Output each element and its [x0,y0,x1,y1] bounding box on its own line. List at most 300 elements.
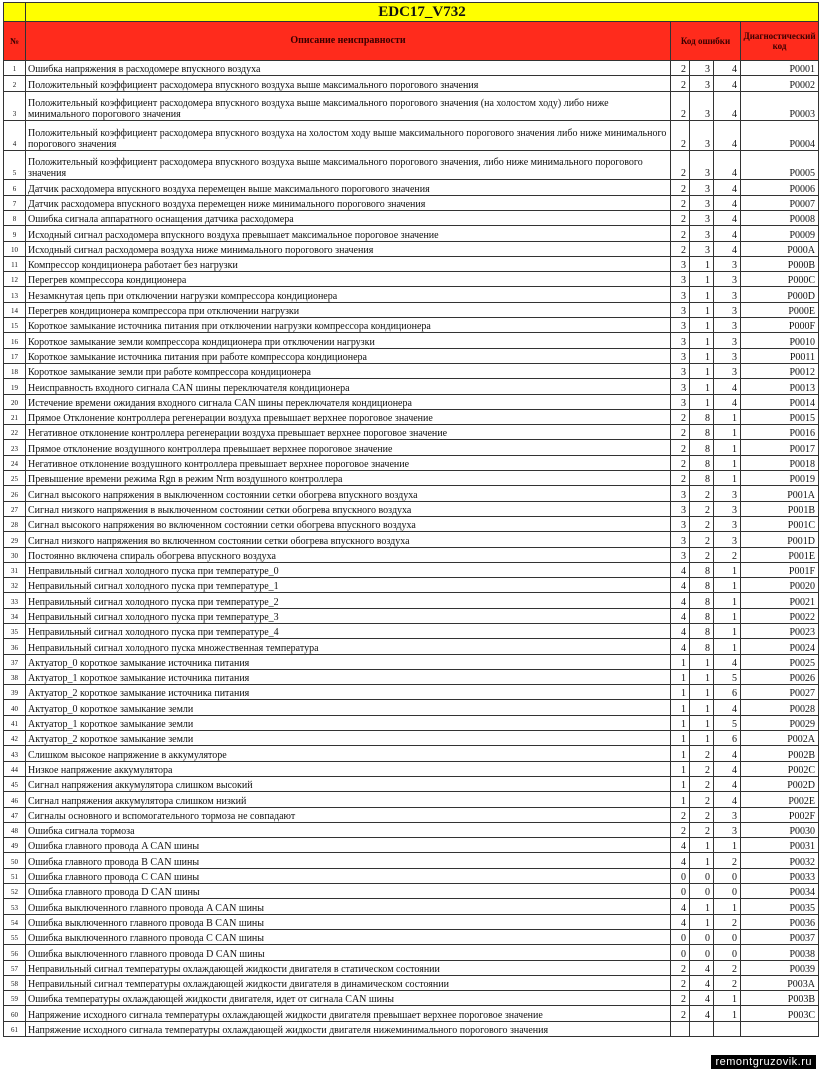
code-part-2: 1 [690,348,714,363]
row-number: 47 [4,807,26,822]
fault-description: Ошибка главного провода A CAN шины [26,838,671,853]
table-row [4,425,819,440]
code-part-3: 3 [714,302,741,317]
table-row [4,486,819,501]
table-row [4,593,819,608]
row-number: 18 [4,363,26,378]
diagnostic-code: P0027 [741,685,819,700]
table-row [4,776,819,791]
fault-description: Сигнал низкого напряжения во включенном состоянии сетки обогрева впускного воздуха [26,532,671,547]
row-number: 46 [4,792,26,807]
code-part-1: 1 [671,746,690,761]
diagnostic-code: P0028 [741,700,819,715]
diagnostic-code: P0022 [741,608,819,623]
table-row [4,180,819,195]
diagnostic-code: P0016 [741,425,819,440]
diagnostic-code: P000C [741,272,819,287]
diagnostic-code: P0039 [741,960,819,975]
fault-description: Ошибка напряжения в расходомере впускного воздуха [26,61,671,76]
fault-description: Негативное отклонение воздушного контроллера превышает верхнее пороговое значение [26,455,671,470]
code-part-1: 4 [671,639,690,654]
code-part-2: 2 [690,486,714,501]
table-row [4,669,819,684]
diagnostic-code: P003A [741,975,819,990]
diagnostic-code: P0010 [741,333,819,348]
code-part-2: 1 [690,654,714,669]
row-number: 52 [4,884,26,899]
code-part-1: 2 [671,76,690,91]
table-row [4,501,819,516]
code-part-2: 8 [690,409,714,424]
row-number: 27 [4,501,26,516]
fault-description: Ошибка главного провода B CAN шины [26,853,671,868]
fault-description: Положительный коэффициент расходомера впускного воздуха на холостом ходу выше максимального порогового значения либо ниже минимального порогового значения [26,121,671,151]
diagnostic-code: P0031 [741,838,819,853]
row-number: 28 [4,516,26,531]
fault-description: Истечение времени ожидания входного сигнала CAN шины переключателя кондиционера [26,394,671,409]
code-part-2: 8 [690,425,714,440]
fault-description: Перегрев компрессора кондиционера [26,272,671,287]
code-part-1: 1 [671,700,690,715]
code-part-1: 3 [671,272,690,287]
code-part-1: 3 [671,547,690,562]
row-number: 54 [4,914,26,929]
row-number: 61 [4,1021,26,1036]
code-part-2: 0 [690,884,714,899]
code-part-3: 3 [714,333,741,348]
row-number: 39 [4,685,26,700]
code-part-2: 8 [690,471,714,486]
code-part-3: 2 [714,960,741,975]
code-part-3: 2 [714,914,741,929]
code-part-2: 2 [690,776,714,791]
diagnostic-code: P0035 [741,899,819,914]
fault-description: Неправильный сигнал температуры охлаждающей жидкости двигателя в динамическом состоянии [26,975,671,990]
code-part-1: 2 [671,455,690,470]
code-part-1: 3 [671,302,690,317]
code-part-2: 1 [690,379,714,394]
table-row [4,838,819,853]
code-part-3: 3 [714,516,741,531]
code-part-2: 4 [690,991,714,1006]
diagnostic-code: P0032 [741,853,819,868]
row-number: 17 [4,348,26,363]
table-row [4,945,819,960]
diagnostic-code: P0003 [741,91,819,121]
diagnostic-code: P0024 [741,639,819,654]
code-part-2: 2 [690,516,714,531]
table-row [4,761,819,776]
code-part-3: 1 [714,562,741,577]
fault-code-table [3,2,819,1037]
fault-code-sheet [3,2,818,1037]
row-number: 5 [4,150,26,180]
code-part-2: 3 [690,241,714,256]
table-row [4,1021,819,1036]
code-part-3: 4 [714,746,741,761]
table-row [4,868,819,883]
code-part-1: 1 [671,776,690,791]
code-part-3: 1 [714,623,741,638]
fault-description: Положительный коэффициент расходомера впускного воздуха выше максимального порогового значения (на холостом ходу) либо ниже минимального порогового значения [26,91,671,121]
row-number: 15 [4,318,26,333]
table-row [4,731,819,746]
code-part-2: 1 [690,318,714,333]
row-number: 41 [4,715,26,730]
code-part-3: 4 [714,180,741,195]
table-row [4,623,819,638]
code-part-2: 3 [690,180,714,195]
fault-description: Актуатор_2 короткое замыкание земли [26,731,671,746]
code-part-2: 4 [690,975,714,990]
code-part-2: 2 [690,532,714,547]
code-part-1 [671,1021,690,1036]
table-row [4,654,819,669]
diagnostic-code: P0013 [741,379,819,394]
table-row [4,121,819,151]
table-row [4,807,819,822]
diagnostic-code: P001E [741,547,819,562]
row-number: 59 [4,991,26,1006]
diagnostic-code: P002E [741,792,819,807]
table-row [4,516,819,531]
code-part-3: 0 [714,884,741,899]
table-row [4,608,819,623]
table-row [4,929,819,944]
table-row [4,975,819,990]
diagnostic-code: P000F [741,318,819,333]
code-part-1: 4 [671,914,690,929]
code-part-3: 4 [714,700,741,715]
code-part-1: 3 [671,318,690,333]
code-part-1: 2 [671,975,690,990]
code-part-3: 1 [714,838,741,853]
code-part-3: 1 [714,991,741,1006]
code-part-2: 1 [690,363,714,378]
code-part-2: 8 [690,593,714,608]
row-number: 48 [4,822,26,837]
code-part-3: 0 [714,868,741,883]
code-part-1: 4 [671,899,690,914]
code-part-3: 4 [714,210,741,225]
watermark: remontgruzovik.ru [711,1055,816,1069]
fault-description: Актуатор_0 короткое замыкание источника питания [26,654,671,669]
code-part-1: 2 [671,121,690,151]
fault-description: Положительный коэффициент расходомера впускного воздуха выше максимального порогового значения, либо ниже минимального порогового значения [26,150,671,180]
fault-description: Ошибка сигнала аппаратного оснащения датчика расходомера [26,210,671,225]
code-part-2: 1 [690,715,714,730]
code-part-2: 8 [690,455,714,470]
code-part-2: 1 [690,272,714,287]
fault-description: Сигнал высокого напряжения во включенном состоянии сетки обогрева впускного воздуха [26,516,671,531]
table-row [4,272,819,287]
fault-description: Датчик расходомера впускного воздуха перемещен выше максимального порогового значения [26,180,671,195]
row-number: 45 [4,776,26,791]
code-part-1: 1 [671,685,690,700]
diagnostic-code: P002D [741,776,819,791]
fault-description: Сигнал напряжения аккумулятора слишком высокий [26,776,671,791]
code-part-3: 1 [714,471,741,486]
code-part-1: 0 [671,884,690,899]
diagnostic-code: P0021 [741,593,819,608]
code-part-2: 1 [690,287,714,302]
code-part-2 [690,1021,714,1036]
fault-description: Низкое напряжение аккумулятора [26,761,671,776]
code-part-1: 4 [671,593,690,608]
code-part-1: 2 [671,61,690,76]
code-part-2: 3 [690,210,714,225]
fault-description: Превышение времени режима Rgn в режим Nrm воздушного контроллера [26,471,671,486]
row-number: 57 [4,960,26,975]
diagnostic-code: P0002 [741,76,819,91]
fault-description: Ошибка главного провода C CAN шины [26,868,671,883]
code-part-1: 1 [671,669,690,684]
fault-description: Постоянно включена спираль обогрева впускного воздуха [26,547,671,562]
code-part-2: 1 [690,899,714,914]
diagnostic-code: P0030 [741,822,819,837]
table-row [4,547,819,562]
code-part-1: 1 [671,654,690,669]
table-row [4,532,819,547]
code-part-1: 2 [671,991,690,1006]
code-part-1: 3 [671,486,690,501]
code-part-3: 1 [714,578,741,593]
row-number: 40 [4,700,26,715]
row-number: 9 [4,226,26,241]
code-part-1: 3 [671,348,690,363]
row-number: 12 [4,272,26,287]
code-part-1: 4 [671,853,690,868]
table-row [4,639,819,654]
code-part-3: 1 [714,455,741,470]
code-part-2: 3 [690,76,714,91]
row-number: 2 [4,76,26,91]
table-row [4,256,819,271]
code-part-3: 1 [714,425,741,440]
fault-description: Незамкнутая цепь при отключении нагрузки компрессора кондиционера [26,287,671,302]
table-row [4,150,819,180]
row-number: 55 [4,929,26,944]
diagnostic-code: P000D [741,287,819,302]
code-part-2: 1 [690,394,714,409]
diagnostic-code: P002A [741,731,819,746]
row-number: 31 [4,562,26,577]
row-number: 14 [4,302,26,317]
header-num: № [4,22,26,61]
diagnostic-code: P002F [741,807,819,822]
table-row [4,792,819,807]
row-number: 26 [4,486,26,501]
code-part-3: 3 [714,348,741,363]
diagnostic-code: P001A [741,486,819,501]
code-part-1: 2 [671,241,690,256]
code-part-2: 2 [690,501,714,516]
fault-description: Прямое Отклонение контроллера регенерации воздуха превышает верхнее пороговое значение [26,409,671,424]
code-part-3: 0 [714,929,741,944]
table-row [4,685,819,700]
table-row [4,195,819,210]
code-part-2: 3 [690,226,714,241]
code-part-1: 1 [671,715,690,730]
code-part-2: 0 [690,945,714,960]
code-part-1: 2 [671,440,690,455]
diagnostic-code: P0012 [741,363,819,378]
row-number: 33 [4,593,26,608]
diagnostic-code: P0033 [741,868,819,883]
table-row [4,318,819,333]
diagnostic-code: P0023 [741,623,819,638]
table-row [4,884,819,899]
code-part-1: 2 [671,91,690,121]
diagnostic-code: P0020 [741,578,819,593]
row-number: 8 [4,210,26,225]
table-row [4,578,819,593]
fault-description: Неисправность входного сигнала CAN шины переключателя кондиционера [26,379,671,394]
diagnostic-code: P003C [741,1006,819,1021]
diagnostic-code: P001D [741,532,819,547]
code-part-1: 4 [671,838,690,853]
code-part-2: 3 [690,91,714,121]
table-row [4,562,819,577]
row-number: 11 [4,256,26,271]
code-part-1: 2 [671,807,690,822]
fault-description: Ошибка главного провода D CAN шины [26,884,671,899]
code-part-1: 4 [671,562,690,577]
table-row [4,241,819,256]
sheet-title: EDC17_V732 [26,3,819,22]
code-part-3: 3 [714,532,741,547]
row-number: 7 [4,195,26,210]
code-part-3: 1 [714,409,741,424]
diagnostic-code: P0004 [741,121,819,151]
code-part-3: 4 [714,121,741,151]
row-number: 1 [4,61,26,76]
diagnostic-code: P000B [741,256,819,271]
code-part-1: 3 [671,501,690,516]
code-part-3: 4 [714,394,741,409]
code-part-1: 1 [671,761,690,776]
code-part-3: 4 [714,91,741,121]
code-part-1: 2 [671,180,690,195]
code-part-3: 1 [714,593,741,608]
table-row [4,210,819,225]
fault-description: Ошибка температуры охлаждающей жидкости двигателя, идет от сигнала CAN шины [26,991,671,1006]
row-number: 37 [4,654,26,669]
table-row [4,226,819,241]
code-part-3: 4 [714,61,741,76]
code-part-2: 1 [690,700,714,715]
fault-description: Сигнал высокого напряжения в выключенном состоянии сетки обогрева впускного воздуха [26,486,671,501]
code-part-2: 8 [690,608,714,623]
code-part-2: 3 [690,195,714,210]
diagnostic-code: P0009 [741,226,819,241]
row-number: 43 [4,746,26,761]
code-part-3: 5 [714,669,741,684]
code-part-3: 1 [714,608,741,623]
table-row [4,700,819,715]
fault-description: Ошибка выключенного главного провода D CAN шины [26,945,671,960]
row-number: 13 [4,287,26,302]
diagnostic-code: P0018 [741,455,819,470]
code-part-3: 4 [714,761,741,776]
table-row [4,363,819,378]
code-part-1: 2 [671,210,690,225]
code-part-3: 4 [714,654,741,669]
table-row [4,409,819,424]
code-part-3 [714,1021,741,1036]
header-diag-code: Диагностический код [741,22,819,61]
diagnostic-code: P0015 [741,409,819,424]
row-number: 29 [4,532,26,547]
diagnostic-code: P002B [741,746,819,761]
code-part-3: 3 [714,256,741,271]
code-part-2: 1 [690,302,714,317]
fault-description: Неправильный сигнал холодного пуска при температуре_2 [26,593,671,608]
code-part-2: 2 [690,792,714,807]
row-number: 32 [4,578,26,593]
code-part-2: 1 [690,914,714,929]
code-part-2: 2 [690,807,714,822]
fault-description: Напряжение исходного сигнала температуры охлаждающей жидкости двигателя нижеминимального порогового значения [26,1021,671,1036]
fault-description: Напряжение исходного сигнала температуры охлаждающей жидкости двигателя превышает верхнее пороговое значение [26,1006,671,1021]
code-part-1: 4 [671,608,690,623]
code-part-3: 1 [714,440,741,455]
fault-description: Прямое отклонение воздушного контроллера превышает верхнее пороговое значение [26,440,671,455]
code-part-2: 2 [690,746,714,761]
row-number: 25 [4,471,26,486]
code-part-3: 4 [714,792,741,807]
table-row [4,471,819,486]
diagnostic-code: P0011 [741,348,819,363]
diagnostic-code: P0019 [741,471,819,486]
fault-description: Короткое замыкание земли компрессора кондиционера при отключении нагрузки [26,333,671,348]
code-part-1: 3 [671,333,690,348]
fault-description: Неправильный сигнал температуры охлаждающей жидкости двигателя в статическом состоянии [26,960,671,975]
code-part-1: 2 [671,226,690,241]
code-part-2: 8 [690,562,714,577]
code-part-3: 6 [714,685,741,700]
code-part-2: 8 [690,578,714,593]
code-part-2: 8 [690,440,714,455]
code-part-3: 4 [714,776,741,791]
row-number: 50 [4,853,26,868]
code-part-3: 1 [714,639,741,654]
table-row [4,746,819,761]
row-number: 16 [4,333,26,348]
row-number: 24 [4,455,26,470]
diagnostic-code: P0037 [741,929,819,944]
fault-description: Короткое замыкание земли при работе компрессора кондиционера [26,363,671,378]
code-part-3: 1 [714,1006,741,1021]
row-number: 60 [4,1006,26,1021]
fault-description: Неправильный сигнал холодного пуска множественная температура [26,639,671,654]
code-part-1: 3 [671,394,690,409]
code-part-2: 1 [690,731,714,746]
code-part-1: 2 [671,1006,690,1021]
diagnostic-code: P0014 [741,394,819,409]
fault-description: Ошибка выключенного главного провода C CAN шины [26,929,671,944]
code-part-2: 1 [690,333,714,348]
row-number: 58 [4,975,26,990]
diagnostic-code: P0026 [741,669,819,684]
code-part-1: 0 [671,929,690,944]
code-part-1: 2 [671,195,690,210]
table-row [4,348,819,363]
row-number: 35 [4,623,26,638]
diagnostic-code: P0034 [741,884,819,899]
header-description: Описание неисправности [26,22,671,61]
code-part-1: 3 [671,363,690,378]
